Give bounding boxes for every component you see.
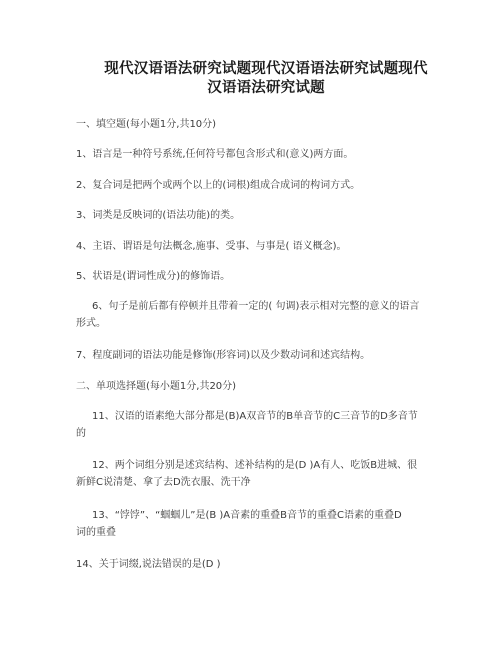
- section-heading-multiple-choice: 二、单项选择题(每小题1分,共20分): [76, 381, 237, 392]
- question-13: [76, 507, 436, 541]
- question-14: 14、关于词缀,说法错误的是(D ): [76, 559, 221, 570]
- question-6-line-1: 6、句子是前后都有停顿并且带着一定的( 句调)表示相对完整的意义的语言: [92, 301, 420, 312]
- question-11: [76, 408, 436, 442]
- title-line-2: 汉语语法研究试题: [207, 80, 325, 96]
- question-12: [76, 457, 436, 491]
- question-7: 7、程度副词的语法功能是修饰(形容词)以及少数动词和述宾结构。: [76, 350, 371, 361]
- title-line-1: 现代汉语语法研究试题现代汉语语法研究试题现代: [104, 61, 428, 77]
- section-heading-fill-in: 一、填空题(每小题1分,共10分): [76, 119, 217, 130]
- question-6-line-2: 形式。: [76, 318, 106, 329]
- question-12-line-2: 新鲜C说清楚、拿了去D洗衣服、洗干净: [76, 477, 251, 488]
- question-4: 4、主语、谓语是句法概念,施事、受事、与事是( 语义概念)。: [76, 241, 347, 252]
- question-1: 1、语言是一种符号系统,任何符号都包含形式和(意义)两方面。: [76, 149, 354, 160]
- question-6: [76, 298, 436, 332]
- question-13-line-2: 词的重叠: [76, 527, 116, 538]
- question-11-line-1: 11、汉语的语素绝大部分都是(B)A双音节的B单音节的C三音节的D多音节: [92, 411, 418, 422]
- question-5: 5、状语是(谓词性成分)的修饰语。: [76, 271, 231, 282]
- question-3: 3、词类是反映词的(语法功能)的类。: [76, 210, 241, 221]
- document-title: [96, 60, 436, 98]
- question-2: 2、复合词是把两个或两个以上的(词根)组成合成词的构词方式。: [76, 180, 361, 191]
- question-11-line-2: 的: [76, 428, 86, 439]
- question-13-line-1: 13、“饽饽”、“蝈蝈儿”是(B )A音素的重叠B音节的重叠C语素的重叠D: [92, 510, 402, 521]
- question-12-line-1: 12、两个词组分别是述宾结构、述补结构的是(D )A有人、吃饭B进城、很: [92, 460, 418, 471]
